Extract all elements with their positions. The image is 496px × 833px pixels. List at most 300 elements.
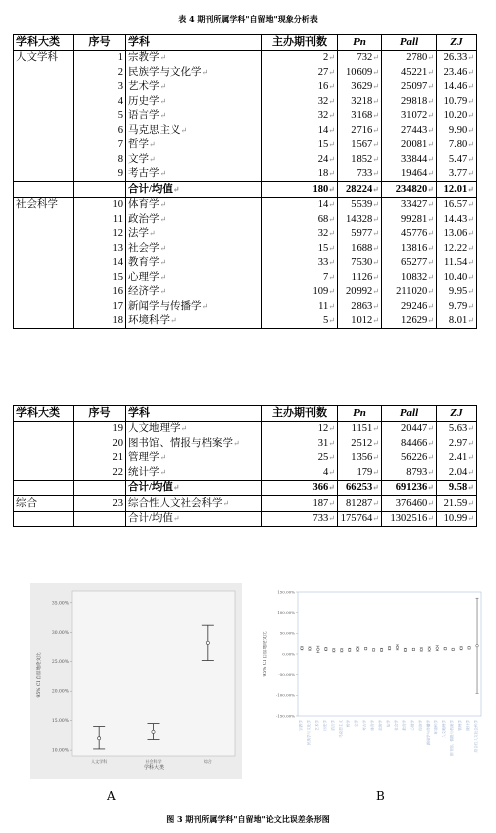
table-header-row [14, 35, 477, 51]
index-cell: 15 [74, 270, 126, 285]
mean-point [428, 648, 431, 651]
cell-end-mark: ↵ [427, 214, 434, 224]
index-cell: 13 [74, 241, 126, 256]
zj-cell: 2.41↵ [437, 451, 477, 466]
pall-cell: 691236↵ [382, 480, 437, 496]
cell-end-mark: ↵ [467, 258, 474, 268]
pn-cell: 14328↵ [338, 212, 382, 227]
cell-end-mark: ↵ [328, 200, 335, 210]
category-cell [14, 511, 74, 527]
table-row [14, 299, 477, 314]
journal-count-cell: 16↵ [262, 80, 338, 95]
zj-cell: 7.80↵ [437, 138, 477, 153]
zj-cell: 9.58↵ [437, 480, 477, 496]
cell-end-mark: ↵ [328, 82, 335, 92]
cell-end-mark: ↵ [149, 154, 156, 164]
pn-cell: 3629↵ [338, 80, 382, 95]
zj-cell: 26.33↵ [437, 50, 477, 65]
cell-end-mark: ↵ [427, 258, 434, 268]
pall-cell: 10832↵ [382, 270, 437, 285]
table-row [14, 109, 477, 124]
y-tick-label: 150.00% [277, 589, 295, 595]
x-tick-label: 经济学 [418, 720, 423, 731]
category-cell [14, 212, 74, 227]
y-tick-label: 25.00% [51, 660, 69, 666]
pall-cell: 20447↵ [382, 421, 437, 436]
pn-cell: 66253↵ [338, 480, 382, 496]
cell-end-mark: ↵ [372, 111, 379, 121]
cell-end-mark: ↵ [372, 243, 379, 253]
cell-end-mark: ↵ [159, 272, 167, 282]
cell-end-mark: ↵ [427, 111, 434, 121]
journal-count-cell: 27↵ [262, 65, 338, 80]
cell-end-mark: ↵ [372, 82, 379, 92]
table-row [14, 421, 477, 436]
cell-end-mark: ↵ [467, 301, 474, 311]
cell-end-mark: ↵ [328, 301, 335, 311]
cell-end-mark: ↵ [180, 424, 188, 434]
cell-end-mark: ↵ [372, 483, 379, 493]
journal-count-cell: 15↵ [262, 138, 338, 153]
journal-count-cell: 32↵ [262, 94, 338, 109]
cell-end-mark: ↵ [372, 453, 379, 463]
discipline-cell: 法学↵ [126, 227, 262, 242]
category-cell [14, 227, 74, 242]
x-tick-label: 管理学 [458, 720, 463, 731]
journal-count-cell: 4↵ [262, 465, 338, 480]
y-tick-label: -50.00% [278, 671, 295, 677]
cell-end-mark: ↵ [467, 169, 474, 179]
cell-end-mark: ↵ [427, 272, 434, 282]
cell-end-mark: ↵ [372, 96, 379, 106]
cell-end-mark: ↵ [172, 184, 180, 194]
cell-end-mark: ↵ [467, 229, 474, 239]
index-cell: 17 [74, 299, 126, 314]
pall-cell: 13816↵ [382, 241, 437, 256]
cell-end-mark: ↵ [328, 154, 335, 164]
pall-cell: 20081↵ [382, 138, 437, 153]
cell-end-mark: ↵ [222, 498, 230, 508]
x-tick-label: 法学 [386, 720, 391, 728]
pall-cell: 33844↵ [382, 152, 437, 167]
cell-end-mark: ↵ [159, 214, 167, 224]
cell-end-mark: ↵ [467, 82, 474, 92]
cell-end-mark: ↵ [372, 184, 379, 194]
category-cell [14, 421, 74, 436]
mean-point [388, 647, 391, 650]
header-index: 序号 [74, 35, 126, 51]
cell-end-mark: ↵ [427, 125, 434, 135]
mean-point [348, 649, 351, 652]
cell-end-mark: ↵ [467, 111, 474, 121]
x-tick-label: 宗教学 [298, 720, 303, 731]
journal-count-cell: 18↵ [262, 167, 338, 182]
pn-cell: 20992↵ [338, 285, 382, 300]
mean-point [468, 647, 471, 650]
mean-point [152, 730, 155, 733]
journal-table-part1 [13, 34, 477, 329]
table-row [14, 152, 477, 167]
pn-cell: 1012↵ [338, 314, 382, 329]
cell-end-mark: ↵ [201, 67, 209, 77]
cell-end-mark: ↵ [328, 140, 335, 150]
x-tick-label: 哲学 [346, 720, 351, 728]
mean-point [317, 648, 320, 651]
cell-end-mark: ↵ [427, 96, 434, 106]
index-cell: 7 [74, 138, 126, 153]
discipline-cell: 经济学↵ [126, 285, 262, 300]
y-tick-label: 35.00% [51, 601, 69, 607]
cell-end-mark: ↵ [328, 453, 335, 463]
discipline-cell: 艺术学↵ [126, 80, 262, 95]
pall-cell: 234820↵ [382, 182, 437, 198]
category-cell: 人文学科 [14, 50, 74, 65]
zj-cell: 5.63↵ [437, 421, 477, 436]
zj-cell: 14.43↵ [437, 212, 477, 227]
discipline-cell: 社会学↵ [126, 241, 262, 256]
discipline-cell: 政治学↵ [126, 212, 262, 227]
zj-cell: 9.90↵ [437, 123, 477, 138]
journal-count-cell: 5↵ [262, 314, 338, 329]
cell-end-mark: ↵ [467, 272, 474, 282]
mean-point [420, 648, 423, 651]
x-tick-label: 体育学 [370, 720, 375, 731]
cell-end-mark: ↵ [467, 467, 474, 477]
journal-count-cell: 68↵ [262, 212, 338, 227]
cell-end-mark: ↵ [427, 184, 434, 194]
cell-end-mark: ↵ [328, 438, 335, 448]
cell-end-mark: ↵ [427, 140, 434, 150]
discipline-cell: 语言学↵ [126, 109, 262, 124]
journal-count-cell: 7↵ [262, 270, 338, 285]
cell-end-mark: ↵ [372, 214, 379, 224]
journal-count-cell: 187↵ [262, 496, 338, 512]
cell-end-mark: ↵ [372, 154, 379, 164]
cell-end-mark: ↵ [149, 229, 156, 239]
journal-count-cell: 14↵ [262, 197, 338, 212]
table-row [14, 270, 477, 285]
discipline-cell: 人文地理学↵ [126, 421, 262, 436]
cell-end-mark: ↵ [467, 154, 474, 164]
cell-end-mark: ↵ [427, 453, 434, 463]
header-journal-count: 主办期刊数 [262, 35, 338, 51]
cell-end-mark: ↵ [467, 125, 474, 135]
journal-count-cell: 31↵ [262, 436, 338, 451]
pn-cell: 7530↵ [338, 256, 382, 271]
journal-count-cell: 11↵ [262, 299, 338, 314]
table-total-row [14, 182, 477, 198]
zj-cell: 9.79↵ [437, 299, 477, 314]
cell-end-mark: ↵ [467, 200, 474, 210]
cell-end-mark: ↵ [372, 272, 379, 282]
cell-end-mark: ↵ [372, 229, 379, 239]
figure-caption: 图 3 期刊所属学科"自留地"论文比误差条形图 [166, 814, 330, 824]
panel-a-ylabel: 95% CI 自留地论文比 [37, 652, 42, 698]
x-tick-label: 马克思主义 [338, 720, 343, 738]
x-tick-label: 心理学 [410, 720, 415, 731]
cell-end-mark: ↵ [467, 424, 474, 434]
pn-cell: 1151↵ [338, 421, 382, 436]
x-tick-label: 语言学 [330, 720, 335, 731]
x-tick-label: 环境科学 [434, 720, 439, 735]
y-tick-label: -100.00% [275, 692, 295, 698]
zj-cell: 10.99↵ [437, 511, 477, 527]
index-cell: 12 [74, 227, 126, 242]
pall-cell: 65277↵ [382, 256, 437, 271]
discipline-cell: 民族学与文化学↵ [126, 65, 262, 80]
pall-cell: 211020↵ [382, 285, 437, 300]
discipline-cell: 环境科学↵ [126, 314, 262, 329]
cell-end-mark: ↵ [159, 453, 167, 463]
x-tick-label: 新闻学与传播学 [426, 720, 431, 746]
category-cell [14, 94, 74, 109]
zj-cell: 10.79↵ [437, 94, 477, 109]
category-cell [14, 299, 74, 314]
table-row [14, 451, 477, 466]
zj-cell: 2.97↵ [437, 436, 477, 451]
cell-end-mark: ↵ [159, 467, 167, 477]
cell-end-mark: ↵ [467, 287, 474, 297]
y-tick-label: 30.00% [51, 630, 69, 636]
mean-point [412, 648, 415, 651]
mean-point [380, 649, 383, 652]
y-tick-label: 0.00% [282, 651, 295, 657]
pn-cell: 3168↵ [338, 109, 382, 124]
pn-cell: 2863↵ [338, 299, 382, 314]
category-cell [14, 241, 74, 256]
cell-end-mark: ↵ [427, 498, 434, 508]
mean-point [404, 649, 407, 652]
cell-end-mark: ↵ [328, 125, 335, 135]
journal-count-cell: 12↵ [262, 421, 338, 436]
index-cell: 8 [74, 152, 126, 167]
index-cell: 10 [74, 197, 126, 212]
x-tick-label: 人文学科 [91, 759, 108, 764]
discipline-cell: 宗教学↵ [126, 50, 262, 65]
cell-end-mark: ↵ [467, 316, 474, 326]
cell-end-mark: ↵ [159, 53, 167, 63]
cell-end-mark: ↵ [372, 258, 379, 268]
y-tick-label: -150.00% [275, 713, 295, 719]
index-cell: 9 [74, 167, 126, 182]
cell-end-mark: ↵ [372, 287, 379, 297]
discipline-cell: 图书馆、情报与档案学↵ [126, 436, 262, 451]
cell-end-mark: ↵ [467, 498, 474, 508]
pall-cell: 19464↵ [382, 167, 437, 182]
pall-cell: 99281↵ [382, 212, 437, 227]
category-cell: 综合 [14, 496, 74, 512]
cell-end-mark: ↵ [159, 82, 167, 92]
discipline-cell: 合计/均值↵ [126, 182, 262, 198]
panel-a-xlabel: 学科大类 [143, 765, 165, 771]
cell-end-mark: ↵ [180, 125, 188, 135]
cell-end-mark: ↵ [328, 424, 335, 434]
figure-panel-a [30, 583, 242, 779]
table-row [14, 94, 477, 109]
index-cell [74, 480, 126, 496]
journal-count-cell: 733↵ [262, 511, 338, 527]
header-pn: Pn [338, 406, 382, 422]
mean-point [396, 646, 399, 649]
index-cell: 1 [74, 50, 126, 65]
cell-end-mark: ↵ [328, 53, 335, 63]
mean-point [460, 647, 463, 650]
journal-count-cell: 33↵ [262, 256, 338, 271]
pn-cell: 81287↵ [338, 496, 382, 512]
x-tick-label: 考古学 [362, 720, 367, 731]
pn-cell: 732↵ [338, 50, 382, 65]
cell-end-mark: ↵ [328, 111, 335, 121]
journal-count-cell: 32↵ [262, 227, 338, 242]
discipline-cell: 管理学↵ [126, 451, 262, 466]
pn-cell: 2512↵ [338, 436, 382, 451]
category-cell [14, 109, 74, 124]
pn-cell: 179↵ [338, 465, 382, 480]
cell-end-mark: ↵ [427, 301, 434, 311]
cell-end-mark: ↵ [427, 82, 434, 92]
cell-end-mark: ↵ [467, 184, 474, 194]
table-row [14, 167, 477, 182]
index-cell [74, 182, 126, 198]
table-row [14, 123, 477, 138]
cell-end-mark: ↵ [328, 258, 335, 268]
pn-cell: 733↵ [338, 167, 382, 182]
cell-end-mark: ↵ [427, 514, 434, 524]
panel-a-label: A [107, 789, 116, 803]
y-tick-label: 10.00% [51, 748, 69, 754]
cell-end-mark: ↵ [159, 96, 167, 106]
cell-end-mark: ↵ [372, 125, 379, 135]
cell-end-mark: ↵ [159, 287, 167, 297]
cell-end-mark: ↵ [372, 200, 379, 210]
y-tick-label: 20.00% [51, 689, 69, 695]
cell-end-mark: ↵ [467, 483, 474, 493]
category-cell [14, 270, 74, 285]
zj-cell: 11.54↵ [437, 256, 477, 271]
mean-point [340, 649, 343, 652]
journal-count-cell: 25↵ [262, 451, 338, 466]
pall-cell: 33427↵ [382, 197, 437, 212]
header-pall: Pall [382, 406, 437, 422]
table-row [14, 65, 477, 80]
category-cell [14, 256, 74, 271]
discipline-cell: 考古学↵ [126, 167, 262, 182]
zj-cell: 2.04↵ [437, 465, 477, 480]
cell-end-mark: ↵ [233, 438, 240, 448]
x-tick-label: 历史学 [322, 720, 327, 731]
mean-point [436, 647, 439, 650]
panel-b-ylabel: 95% CI 自留地论文比 [263, 631, 268, 677]
header-category: 学科大类 [14, 35, 74, 51]
y-tick-label: 100.00% [277, 609, 295, 615]
index-cell: 22 [74, 465, 126, 480]
discipline-cell: 哲学↵ [126, 138, 262, 153]
pn-cell: 1567↵ [338, 138, 382, 153]
x-tick-label: 综合 [203, 759, 212, 764]
mean-point [356, 648, 359, 651]
cell-end-mark: ↵ [372, 467, 379, 477]
index-cell: 3 [74, 80, 126, 95]
cell-end-mark: ↵ [427, 424, 434, 434]
table-row [14, 138, 477, 153]
zj-cell: 23.46↵ [437, 65, 477, 80]
mean-point [364, 647, 367, 650]
discipline-cell: 新闻学与传播学↵ [126, 299, 262, 314]
pall-cell: 45776↵ [382, 227, 437, 242]
zj-cell: 14.46↵ [437, 80, 477, 95]
x-tick-label: 政治学 [378, 720, 383, 731]
cell-end-mark: ↵ [328, 514, 335, 524]
zj-cell: 5.47↵ [437, 152, 477, 167]
x-tick-label: 教育学 [402, 720, 407, 731]
category-cell [14, 65, 74, 80]
journal-count-cell: 14↵ [262, 123, 338, 138]
index-cell: 2 [74, 65, 126, 80]
pn-cell: 1852↵ [338, 152, 382, 167]
category-cell [14, 182, 74, 198]
cell-end-mark: ↵ [467, 53, 474, 63]
mean-point [206, 641, 209, 644]
cell-end-mark: ↵ [372, 53, 379, 63]
category-cell [14, 314, 74, 329]
header-index: 序号 [74, 406, 126, 422]
cell-end-mark: ↵ [427, 287, 434, 297]
x-tick-label: 综合性人文社会科学 [474, 720, 479, 753]
pall-cell: 56226↵ [382, 451, 437, 466]
table-caption: 表 4 期刊所属学科"自留地"现象分析表 [178, 14, 318, 24]
index-cell: 19 [74, 421, 126, 436]
pn-cell: 5539↵ [338, 197, 382, 212]
cell-end-mark: ↵ [172, 483, 180, 493]
zj-cell: 10.20↵ [437, 109, 477, 124]
cell-end-mark: ↵ [427, 316, 434, 326]
pn-cell: 2716↵ [338, 123, 382, 138]
cell-end-mark: ↵ [328, 467, 335, 477]
pall-cell: 29246↵ [382, 299, 437, 314]
discipline-cell: 体育学↵ [126, 197, 262, 212]
mean-point [476, 644, 479, 647]
index-cell: 21 [74, 451, 126, 466]
pall-cell: 31072↵ [382, 109, 437, 124]
cell-end-mark: ↵ [467, 453, 474, 463]
panel-b-label: B [376, 789, 385, 803]
table-row [14, 256, 477, 271]
x-tick-label: 统计学 [466, 720, 471, 731]
figure-panel-b [263, 588, 485, 780]
index-cell: 16 [74, 285, 126, 300]
discipline-cell: 历史学↵ [126, 94, 262, 109]
cell-end-mark: ↵ [427, 483, 434, 493]
cell-end-mark: ↵ [328, 67, 335, 77]
journal-count-cell: 15↵ [262, 241, 338, 256]
index-cell: 11 [74, 212, 126, 227]
index-cell: 18 [74, 314, 126, 329]
zj-cell: 12.01↵ [437, 182, 477, 198]
discipline-cell: 教育学↵ [126, 256, 262, 271]
mean-point [309, 647, 312, 650]
header-journal-count: 主办期刊数 [262, 406, 338, 422]
cell-end-mark: ↵ [427, 53, 434, 63]
y-tick-label: 50.00% [279, 630, 295, 636]
x-tick-label: 社会学 [394, 720, 399, 731]
zj-cell: 16.57↵ [437, 197, 477, 212]
category-cell [14, 167, 74, 182]
x-tick-label: 艺术学 [314, 720, 319, 731]
table-row [14, 314, 477, 329]
index-cell: 4 [74, 94, 126, 109]
x-tick-label: 人文地理学 [442, 720, 447, 738]
journal-count-cell: 109↵ [262, 285, 338, 300]
